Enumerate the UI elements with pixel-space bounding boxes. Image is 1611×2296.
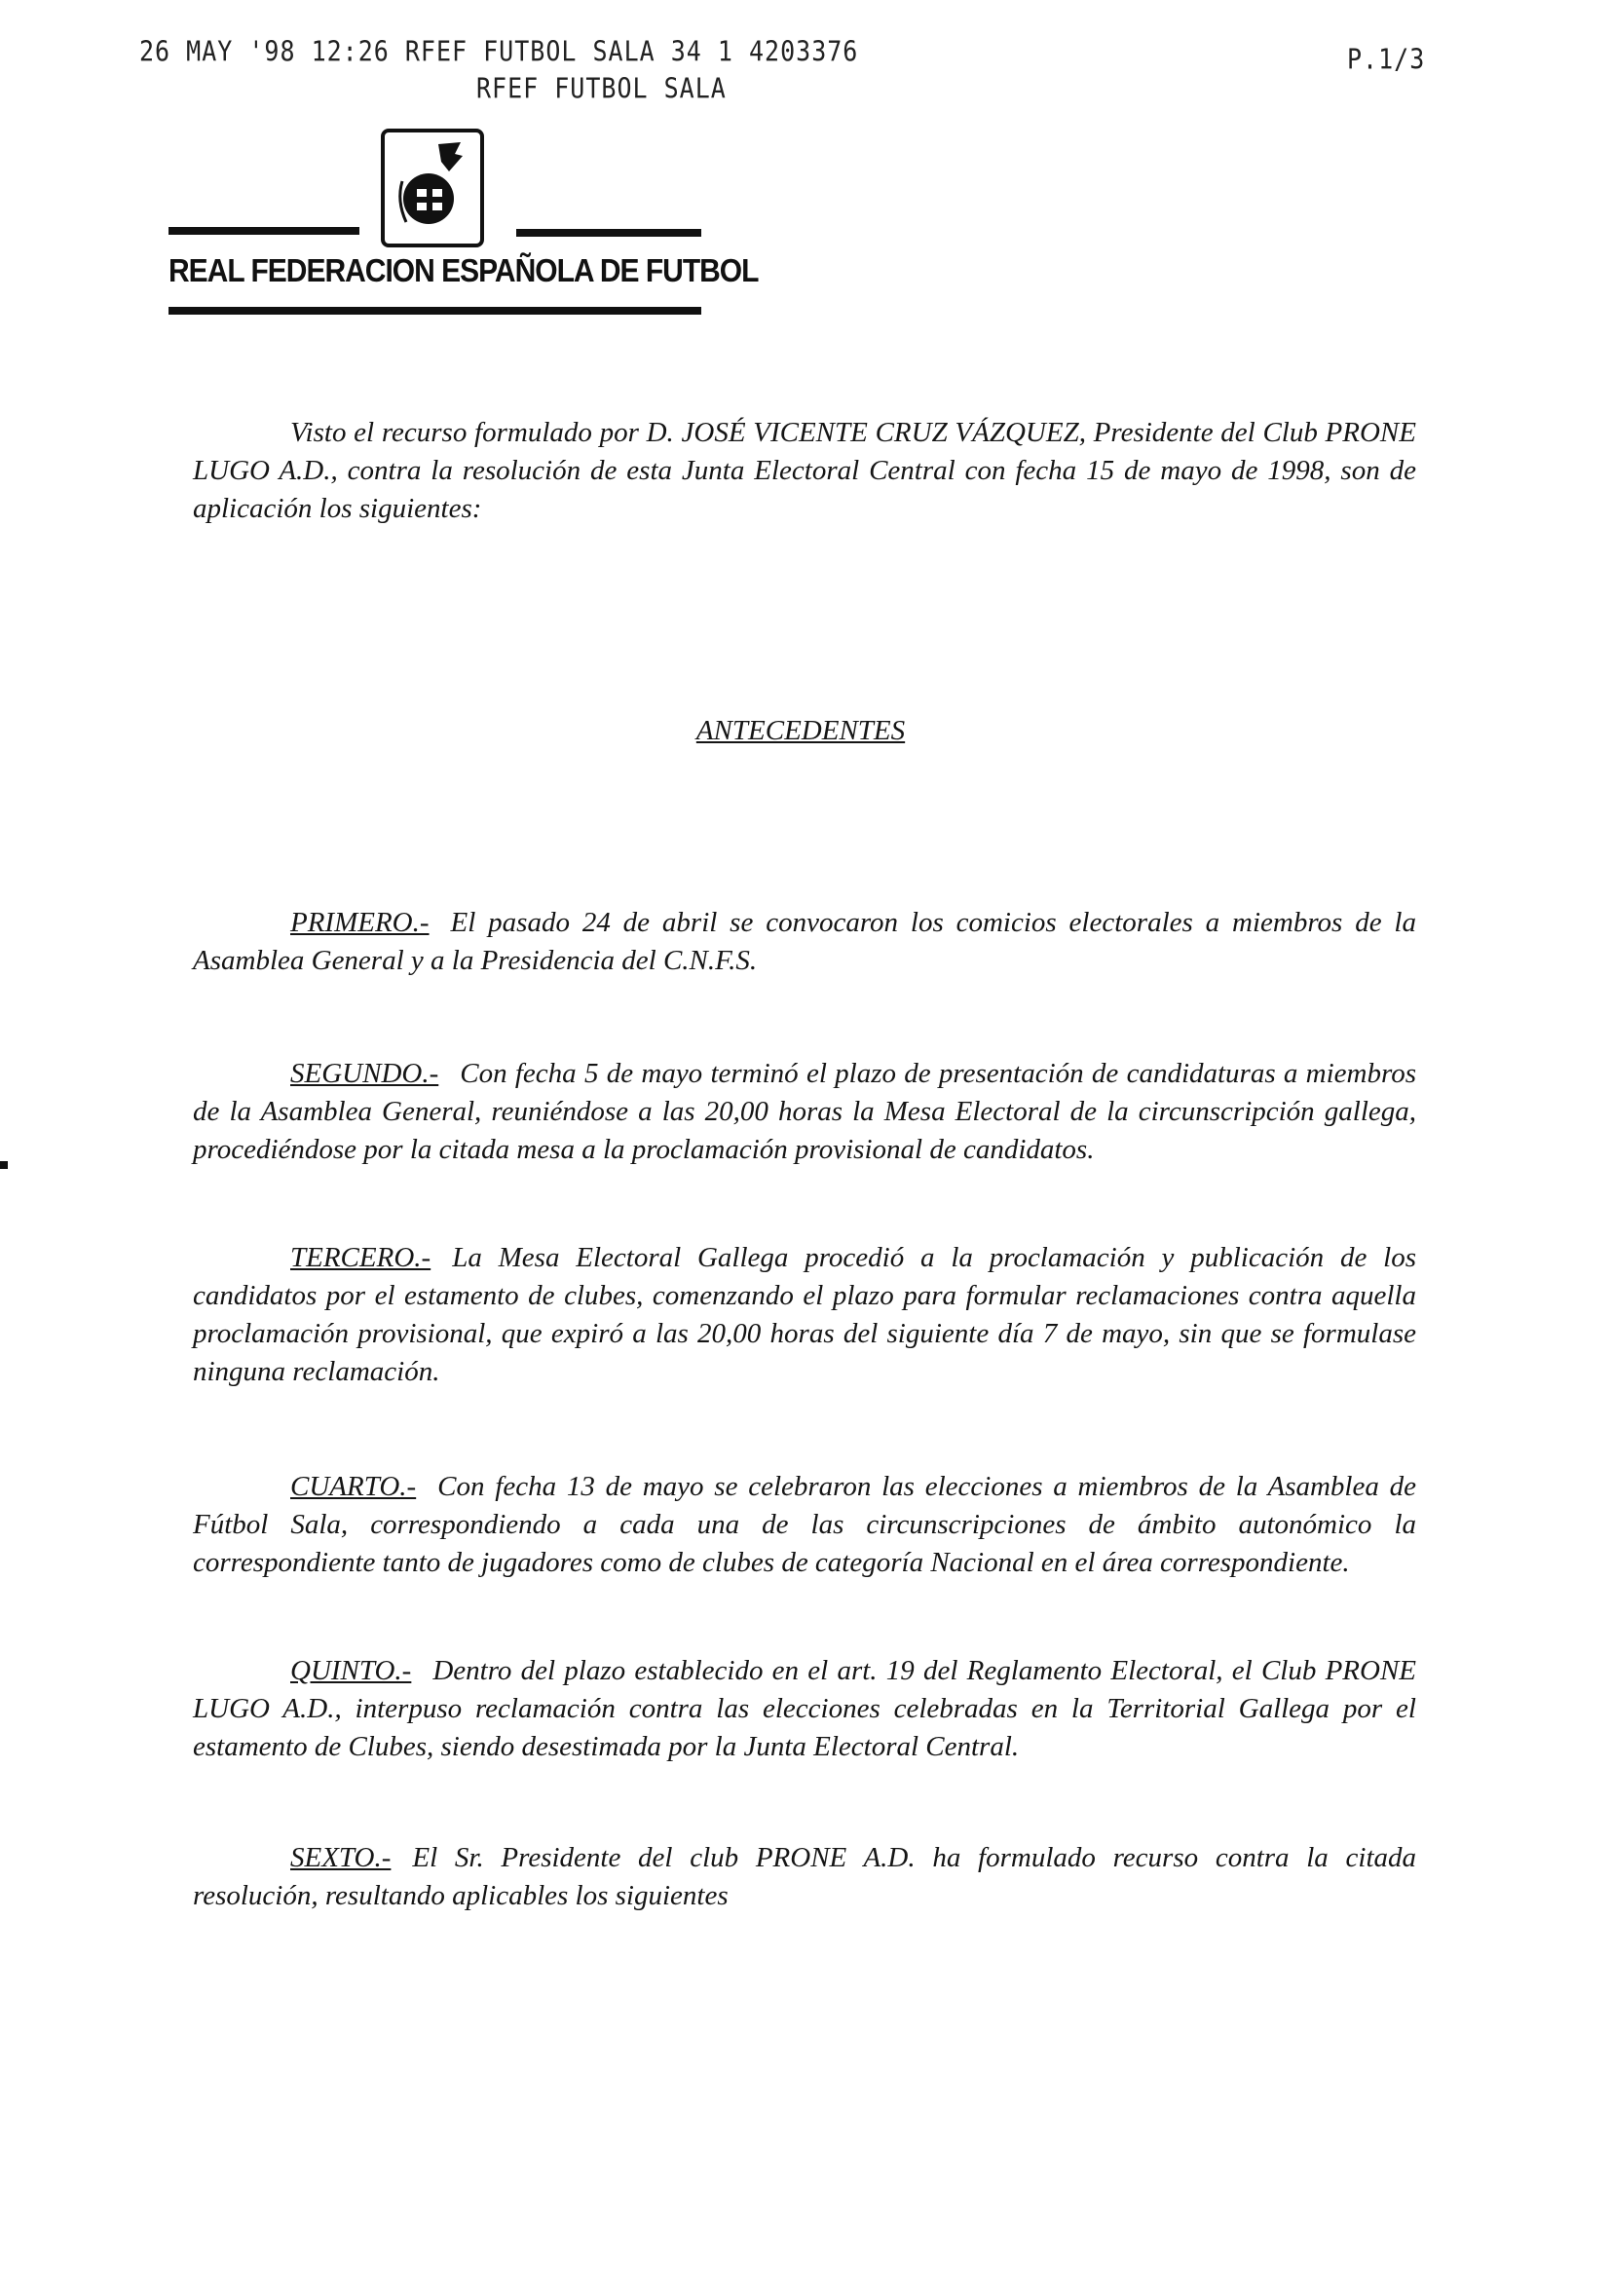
item-heading: TERCERO.- (290, 1242, 431, 1273)
item-segundo (193, 1055, 1416, 1169)
item-text: El pasado 24 de abril se convocaron los comicios electorales a miembros de la Asamblea General y a la Presidencia del C.N.F.S. (193, 907, 1416, 976)
item-text: El Sr. Presidente del club PRONE A.D. ha formulado recurso contra la citada resolución, resultando aplicables los siguientes (193, 1842, 1416, 1911)
crest-icon (385, 132, 480, 244)
intro-paragraph: Visto el recurso formulado por D. JOSÉ VICENTE CRUZ VÁZQUEZ, Presidente del Club PRONE LUGO A.D., contra la resolución de esta Junta Electoral Central con fecha 15 de mayo de 1998, son de aplicación los siguientes: (193, 417, 1416, 524)
item-text: Con fecha 5 de mayo terminó el plazo de presentación de candidaturas a miembros de la Asamblea General, reuniéndose a las 20,00 horas la Mesa Electoral de la circunscripción gallega, procediéndose por la citada mesa a la proclamación provisional de candidatos. (193, 1058, 1416, 1165)
letterhead-rule-left (169, 227, 359, 235)
section-title: ANTECEDENTES (695, 715, 906, 746)
fax-header-line: 26 MAY '98 12:26 RFEF FUTBOL SALA 34 1 4203376 (139, 35, 859, 68)
organization-name: REAL FEDERACION ESPAÑOLA DE FUTBOL (169, 253, 759, 289)
item-text: Con fecha 13 de mayo se celebraron las elecciones a miembros de la Asamblea de Fútbol Sala, correspondiendo a cada una de las circunscripciones de ámbito autonómico la correspondiente tanto de jugadores como de clubes de categoría Nacional en el área correspondiente. (193, 1471, 1416, 1578)
fax-header-sender: RFEF FUTBOL SALA (476, 72, 727, 105)
item-heading: PRIMERO.- (290, 907, 430, 938)
scan-mark (0, 1161, 8, 1169)
item-heading: SEGUNDO.- (290, 1058, 439, 1089)
item-text: Dentro del plazo establecido en el art. 19 del Reglamento Electoral, el Club PRONE LUGO A.D., interpuso reclamación contra las elecciones celebradas en la Territorial Gallega por el estamento de Clubes, siendo desestimada por la Junta Electoral Central. (193, 1655, 1416, 1762)
item-heading: SEXTO.- (290, 1842, 392, 1873)
item-text: La Mesa Electoral Gallega procedió a la proclamación y publicación de los candidatos por el estamento de clubes, comenzando el plazo para formular reclamaciones contra aquella proclamación provisional, que expiró a las 20,00 horas del siguiente día 7 de mayo, sin que se formulase ninguna reclamación. (193, 1242, 1416, 1387)
item-heading: CUARTO.- (290, 1471, 417, 1502)
item-tercero (193, 1239, 1416, 1391)
rfef-crest-logo (381, 129, 484, 247)
item-sexto (193, 1839, 1416, 1915)
letterhead-rule-right (516, 229, 701, 237)
item-primero (193, 904, 1416, 980)
item-cuarto (193, 1468, 1416, 1582)
item-quinto (193, 1652, 1416, 1766)
fax-page-number: P.1/3 (1347, 43, 1426, 76)
letterhead-rule-bottom (169, 307, 701, 315)
item-heading: QUINTO.- (290, 1655, 412, 1686)
